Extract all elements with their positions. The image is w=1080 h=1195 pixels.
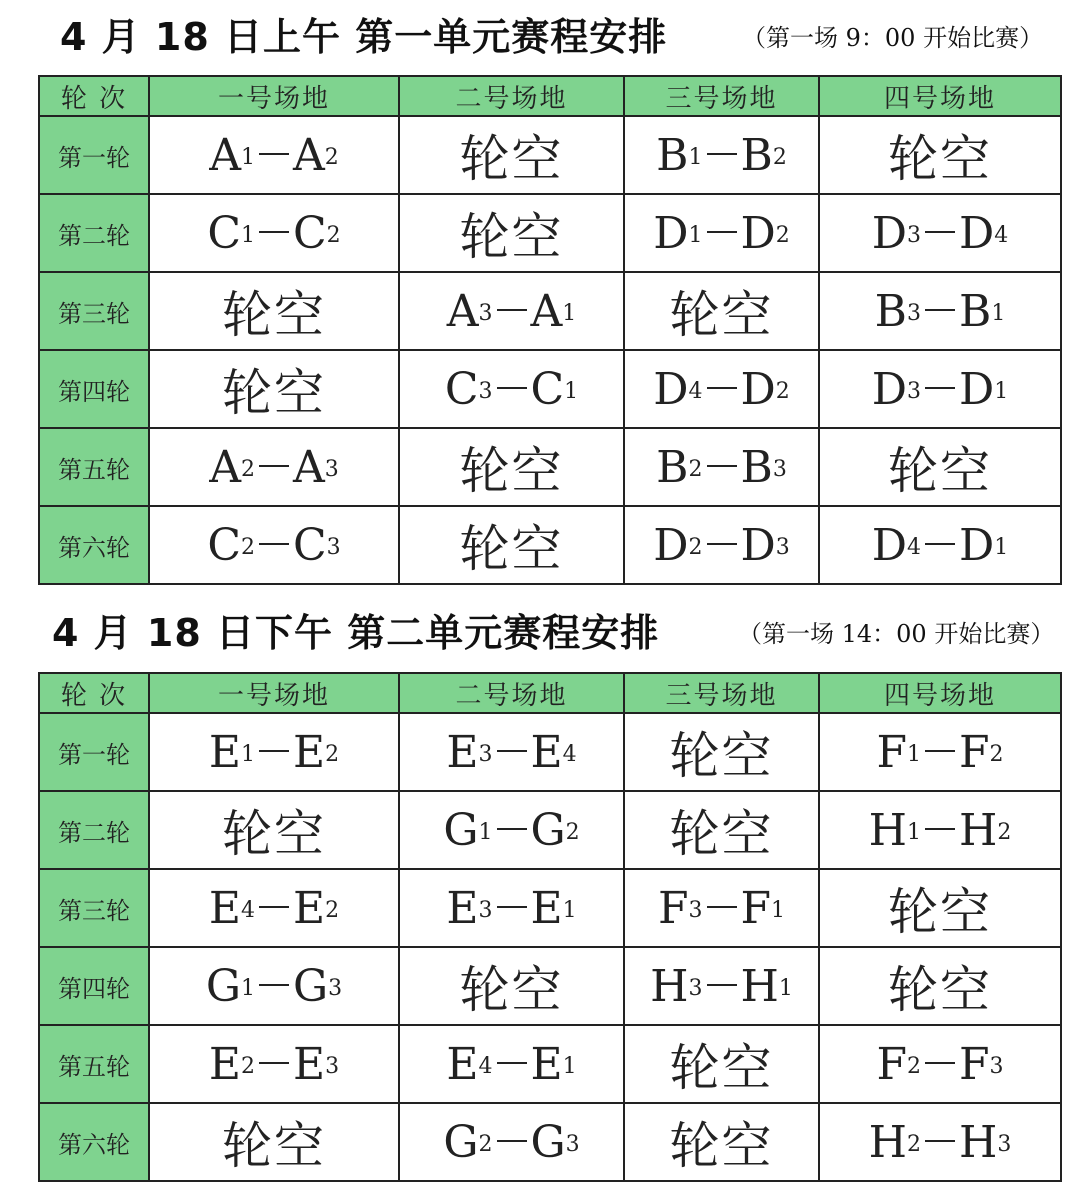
match-cell — [819, 1103, 1061, 1181]
round-label: 第二轮 — [39, 791, 149, 869]
team-b-number: 1 — [994, 534, 1009, 560]
table-row — [39, 791, 1061, 869]
team-a-letter: E — [208, 882, 241, 934]
bye-label: 轮空 — [222, 286, 326, 344]
team-b-letter: A — [293, 129, 325, 181]
team-a-letter: E — [446, 1038, 479, 1090]
bye-label: 轮空 — [669, 1039, 774, 1097]
bye-label: 轮空 — [222, 805, 326, 863]
column-header-round: 轮 次 — [39, 673, 149, 713]
team-a-letter: B — [656, 129, 689, 181]
match-cell — [624, 947, 819, 1025]
match-cell — [399, 713, 624, 791]
column-header-court-1: 一号场地 — [149, 673, 399, 713]
section-title-morning — [0, 0, 1080, 74]
bye-cell — [149, 272, 399, 350]
table-row — [39, 947, 1061, 1025]
team-a-number: 2 — [478, 1131, 493, 1157]
team-b-letter: B — [959, 285, 992, 337]
bye-label: 轮空 — [669, 805, 774, 863]
column-header-court-1: 一号场地 — [149, 76, 399, 116]
match-cell — [399, 791, 624, 869]
team-a-letter: D — [653, 519, 689, 571]
team-a-number: 1 — [688, 222, 703, 248]
bye-cell — [149, 1103, 399, 1181]
round-label: 第五轮 — [39, 1025, 149, 1103]
team-a-letter: C — [207, 519, 241, 571]
match-pairing — [872, 364, 1009, 415]
round-label: 第三轮 — [39, 869, 149, 947]
table-row — [39, 506, 1061, 584]
team-b-number: 1 — [778, 975, 793, 1001]
team-b-number: 1 — [562, 300, 577, 326]
team-a-number: 3 — [688, 897, 703, 923]
team-a-letter: A — [446, 285, 479, 337]
team-b-letter: E — [293, 882, 326, 934]
team-b-number: 2 — [324, 144, 339, 170]
match-cell — [819, 791, 1061, 869]
versus-dash — [707, 387, 737, 389]
versus-dash — [259, 750, 289, 752]
bye-cell — [819, 428, 1061, 506]
team-b-number: 1 — [562, 897, 577, 923]
team-b-letter: D — [959, 363, 995, 415]
team-a-letter: C — [207, 207, 241, 259]
bye-label: 轮空 — [459, 130, 564, 188]
team-a-letter: H — [868, 804, 907, 856]
match-pairing — [869, 805, 1012, 856]
team-b-number: 3 — [989, 1053, 1004, 1079]
team-a-number: 4 — [241, 897, 255, 923]
versus-dash — [925, 309, 955, 311]
team-a-number: 1 — [241, 222, 255, 248]
section-heading: 4 月 18 日下午 第二单元赛程安排 — [52, 611, 660, 655]
bye-label: 轮空 — [888, 130, 992, 188]
team-a-number: 3 — [907, 378, 921, 404]
team-b-number: 3 — [325, 1053, 340, 1079]
match-pairing — [650, 961, 793, 1012]
bye-label: 轮空 — [222, 1117, 326, 1175]
team-b-number: 3 — [326, 534, 341, 560]
match-pairing — [207, 520, 340, 571]
match-pairing — [443, 1117, 579, 1168]
team-a-letter: A — [209, 129, 241, 181]
match-cell — [399, 1103, 624, 1181]
match-pairing — [443, 805, 579, 856]
team-b-letter: C — [293, 519, 327, 571]
team-a-letter: D — [871, 519, 907, 571]
table-row — [39, 116, 1061, 194]
team-a-number: 3 — [478, 897, 493, 923]
team-a-letter: E — [208, 1038, 241, 1090]
match-pairing — [446, 1039, 576, 1090]
team-b-number: 4 — [562, 741, 577, 767]
match-cell — [149, 713, 399, 791]
bye-label: 轮空 — [888, 961, 992, 1019]
match-cell — [819, 1025, 1061, 1103]
round-label: 第一轮 — [39, 713, 149, 791]
team-b-number: 2 — [772, 144, 787, 170]
team-a-number: 1 — [241, 975, 255, 1001]
bye-cell — [399, 116, 624, 194]
team-a-letter: E — [446, 726, 479, 778]
match-pairing — [653, 208, 790, 259]
match-pairing — [653, 364, 790, 415]
round-label: 第六轮 — [39, 1103, 149, 1181]
versus-dash — [259, 906, 289, 908]
bye-label: 轮空 — [459, 961, 564, 1019]
header-row — [39, 673, 1061, 713]
team-b-number: 1 — [991, 300, 1006, 326]
match-cell — [624, 116, 819, 194]
team-b-letter: E — [530, 726, 563, 778]
column-header-court-3: 三号场地 — [624, 673, 819, 713]
team-a-number: 1 — [688, 144, 703, 170]
column-header-court-2: 二号场地 — [399, 76, 624, 116]
versus-dash — [707, 984, 737, 986]
match-pairing — [656, 442, 787, 493]
team-b-number: 2 — [989, 741, 1004, 767]
bye-label: 轮空 — [222, 364, 326, 422]
bye-cell — [399, 194, 624, 272]
team-b-number: 2 — [325, 897, 340, 923]
team-b-letter: H — [959, 804, 998, 856]
team-b-letter: G — [530, 1116, 566, 1168]
team-b-letter: D — [959, 207, 995, 259]
match-pairing — [209, 727, 339, 778]
match-cell — [624, 194, 819, 272]
match-pairing — [872, 208, 1009, 259]
schedule-table-afternoon — [38, 672, 1062, 1182]
team-b-letter: G — [530, 804, 566, 856]
match-cell — [399, 272, 624, 350]
match-pairing — [209, 883, 339, 934]
team-b-number: 1 — [771, 897, 786, 923]
team-a-letter: G — [443, 1116, 479, 1168]
match-cell — [819, 506, 1061, 584]
section-heading: 4 月 18 日上午 第一单元赛程安排 — [60, 15, 668, 59]
team-a-number: 4 — [907, 534, 921, 560]
table-row — [39, 1025, 1061, 1103]
table-row — [39, 350, 1061, 428]
team-b-number: 2 — [565, 819, 580, 845]
table-row — [39, 194, 1061, 272]
versus-dash — [925, 828, 955, 830]
bye-cell — [819, 869, 1061, 947]
table-row — [39, 1103, 1061, 1181]
bye-cell — [624, 1025, 819, 1103]
match-cell — [149, 116, 399, 194]
bye-cell — [819, 116, 1061, 194]
column-header-court-3: 三号场地 — [624, 76, 819, 116]
versus-dash — [497, 1140, 527, 1142]
versus-dash — [259, 153, 289, 155]
team-b-letter: A — [530, 285, 563, 337]
team-b-number: 2 — [997, 819, 1012, 845]
match-pairing — [653, 520, 790, 571]
versus-dash — [259, 984, 289, 986]
team-a-number: 2 — [241, 1053, 255, 1079]
team-b-number: 3 — [328, 975, 343, 1001]
team-a-number: 1 — [241, 741, 255, 767]
team-b-number: 2 — [325, 741, 340, 767]
team-a-number: 1 — [478, 819, 493, 845]
team-b-letter: H — [959, 1116, 998, 1168]
team-a-letter: F — [657, 882, 689, 934]
team-a-number: 2 — [241, 534, 255, 560]
bye-label: 轮空 — [888, 442, 992, 500]
team-b-number: 3 — [324, 456, 339, 482]
versus-dash — [925, 1062, 955, 1064]
match-pairing — [446, 883, 576, 934]
versus-dash — [259, 231, 289, 233]
team-b-number: 3 — [997, 1131, 1012, 1157]
column-header-round: 轮 次 — [39, 76, 149, 116]
match-pairing — [207, 208, 340, 259]
versus-dash — [925, 231, 955, 233]
bye-cell — [819, 947, 1061, 1025]
team-a-letter: F — [876, 1038, 907, 1090]
bye-label: 轮空 — [459, 208, 564, 266]
team-a-number: 3 — [907, 300, 921, 326]
team-b-letter: E — [293, 1038, 326, 1090]
versus-dash — [707, 153, 737, 155]
versus-dash — [707, 543, 737, 545]
team-b-number: 2 — [775, 222, 790, 248]
team-b-letter: E — [530, 882, 563, 934]
match-cell — [149, 506, 399, 584]
team-a-letter: A — [209, 441, 241, 493]
match-pairing — [445, 364, 578, 415]
match-cell — [149, 1025, 399, 1103]
team-b-letter: E — [293, 726, 326, 778]
team-b-letter: D — [740, 207, 776, 259]
match-pairing — [447, 286, 577, 337]
match-pairing — [869, 1117, 1012, 1168]
bye-label: 轮空 — [459, 520, 564, 578]
round-label: 第四轮 — [39, 350, 149, 428]
team-a-number: 4 — [478, 1053, 493, 1079]
team-a-letter: D — [653, 363, 689, 415]
bye-label: 轮空 — [669, 286, 774, 344]
bye-label: 轮空 — [669, 727, 774, 785]
table-row — [39, 428, 1061, 506]
match-pairing — [656, 130, 787, 181]
team-a-letter: C — [444, 363, 479, 415]
team-b-letter: D — [740, 519, 776, 571]
team-b-number: 4 — [994, 222, 1009, 248]
team-a-letter: B — [874, 285, 907, 337]
team-b-number: 3 — [772, 456, 787, 482]
team-b-number: 1 — [994, 378, 1009, 404]
versus-dash — [925, 1140, 955, 1142]
match-cell — [819, 350, 1061, 428]
match-cell — [819, 272, 1061, 350]
round-label: 第四轮 — [39, 947, 149, 1025]
team-a-number: 3 — [688, 975, 703, 1001]
team-b-letter: F — [740, 882, 772, 934]
team-b-letter: D — [740, 363, 776, 415]
team-a-number: 2 — [688, 456, 703, 482]
team-b-number: 2 — [326, 222, 341, 248]
bye-cell — [624, 272, 819, 350]
team-a-letter: D — [871, 207, 907, 259]
section-title-afternoon — [0, 596, 1080, 670]
match-cell — [399, 1025, 624, 1103]
team-a-number: 1 — [241, 144, 255, 170]
versus-dash — [259, 1062, 289, 1064]
versus-dash — [707, 231, 737, 233]
team-b-letter: C — [530, 363, 565, 415]
team-a-letter: E — [446, 882, 479, 934]
team-a-letter: G — [205, 960, 241, 1012]
versus-dash — [925, 387, 955, 389]
team-a-number: 2 — [907, 1053, 921, 1079]
team-a-number: 2 — [241, 456, 255, 482]
bye-label: 轮空 — [459, 442, 564, 500]
header-row — [39, 76, 1061, 116]
match-cell — [624, 428, 819, 506]
team-a-letter: G — [443, 804, 479, 856]
match-pairing — [209, 442, 339, 493]
match-cell — [819, 713, 1061, 791]
team-b-letter: A — [293, 441, 325, 493]
match-pairing — [876, 727, 1003, 778]
team-a-letter: E — [208, 726, 241, 778]
team-b-letter: H — [740, 960, 779, 1012]
match-pairing — [875, 286, 1006, 337]
match-pairing — [872, 520, 1009, 571]
team-a-letter: H — [868, 1116, 907, 1168]
versus-dash — [497, 906, 527, 908]
team-b-letter: D — [959, 519, 995, 571]
team-b-number: 1 — [564, 378, 579, 404]
team-a-letter: B — [656, 441, 689, 493]
versus-dash — [497, 387, 527, 389]
match-cell — [624, 869, 819, 947]
match-pairing — [206, 961, 342, 1012]
team-a-letter: F — [876, 726, 907, 778]
start-time-note: （第一场 14：00 开始比赛） — [738, 620, 1055, 648]
match-pairing — [658, 883, 785, 934]
bye-cell — [149, 350, 399, 428]
team-b-letter: F — [959, 726, 990, 778]
bye-cell — [399, 428, 624, 506]
team-b-letter: B — [740, 129, 773, 181]
round-label: 第五轮 — [39, 428, 149, 506]
team-b-number: 1 — [562, 1053, 577, 1079]
match-cell — [149, 869, 399, 947]
match-cell — [149, 947, 399, 1025]
team-a-number: 2 — [688, 534, 703, 560]
versus-dash — [925, 750, 955, 752]
column-header-court-4: 四号场地 — [819, 673, 1061, 713]
versus-dash — [497, 1062, 527, 1064]
column-header-court-2: 二号场地 — [399, 673, 624, 713]
table-row — [39, 713, 1061, 791]
versus-dash — [497, 309, 527, 311]
round-label: 第二轮 — [39, 194, 149, 272]
team-a-letter: D — [653, 207, 689, 259]
start-time-note: （第一场 9：00 开始比赛） — [742, 24, 1044, 52]
team-b-number: 2 — [775, 378, 790, 404]
versus-dash — [259, 543, 289, 545]
team-b-letter: B — [740, 441, 773, 493]
bye-cell — [399, 947, 624, 1025]
versus-dash — [497, 828, 527, 830]
bye-cell — [399, 506, 624, 584]
match-cell — [149, 428, 399, 506]
match-cell — [624, 350, 819, 428]
team-a-number: 4 — [688, 378, 703, 404]
team-b-number: 3 — [565, 1131, 580, 1157]
round-label: 第一轮 — [39, 116, 149, 194]
versus-dash — [259, 465, 289, 467]
team-a-number: 1 — [907, 819, 921, 845]
team-a-number: 2 — [907, 1131, 921, 1157]
team-b-letter: E — [530, 1038, 563, 1090]
versus-dash — [707, 465, 737, 467]
team-a-number: 3 — [478, 378, 493, 404]
table-row — [39, 272, 1061, 350]
team-a-letter: D — [871, 363, 907, 415]
match-cell — [624, 506, 819, 584]
round-label: 第六轮 — [39, 506, 149, 584]
match-cell — [399, 869, 624, 947]
match-pairing — [209, 1039, 339, 1090]
team-a-number: 1 — [907, 741, 921, 767]
match-cell — [819, 194, 1061, 272]
table-row — [39, 869, 1061, 947]
team-a-letter: H — [650, 960, 689, 1012]
bye-cell — [624, 713, 819, 791]
team-b-letter: F — [959, 1038, 990, 1090]
team-b-letter: G — [293, 960, 329, 1012]
versus-dash — [925, 543, 955, 545]
versus-dash — [707, 906, 737, 908]
match-pairing — [209, 130, 339, 181]
match-cell — [149, 194, 399, 272]
versus-dash — [497, 750, 527, 752]
column-header-court-4: 四号场地 — [819, 76, 1061, 116]
team-b-letter: C — [293, 207, 327, 259]
schedule-table-morning — [38, 75, 1062, 585]
round-label: 第三轮 — [39, 272, 149, 350]
team-a-number: 3 — [907, 222, 921, 248]
bye-cell — [149, 791, 399, 869]
team-b-number: 3 — [775, 534, 790, 560]
team-a-number: 3 — [478, 300, 493, 326]
match-pairing — [446, 727, 576, 778]
match-cell — [399, 350, 624, 428]
bye-label: 轮空 — [888, 883, 992, 941]
match-pairing — [876, 1039, 1003, 1090]
bye-cell — [624, 791, 819, 869]
bye-label: 轮空 — [669, 1117, 774, 1175]
bye-cell — [624, 1103, 819, 1181]
team-a-number: 3 — [478, 741, 493, 767]
